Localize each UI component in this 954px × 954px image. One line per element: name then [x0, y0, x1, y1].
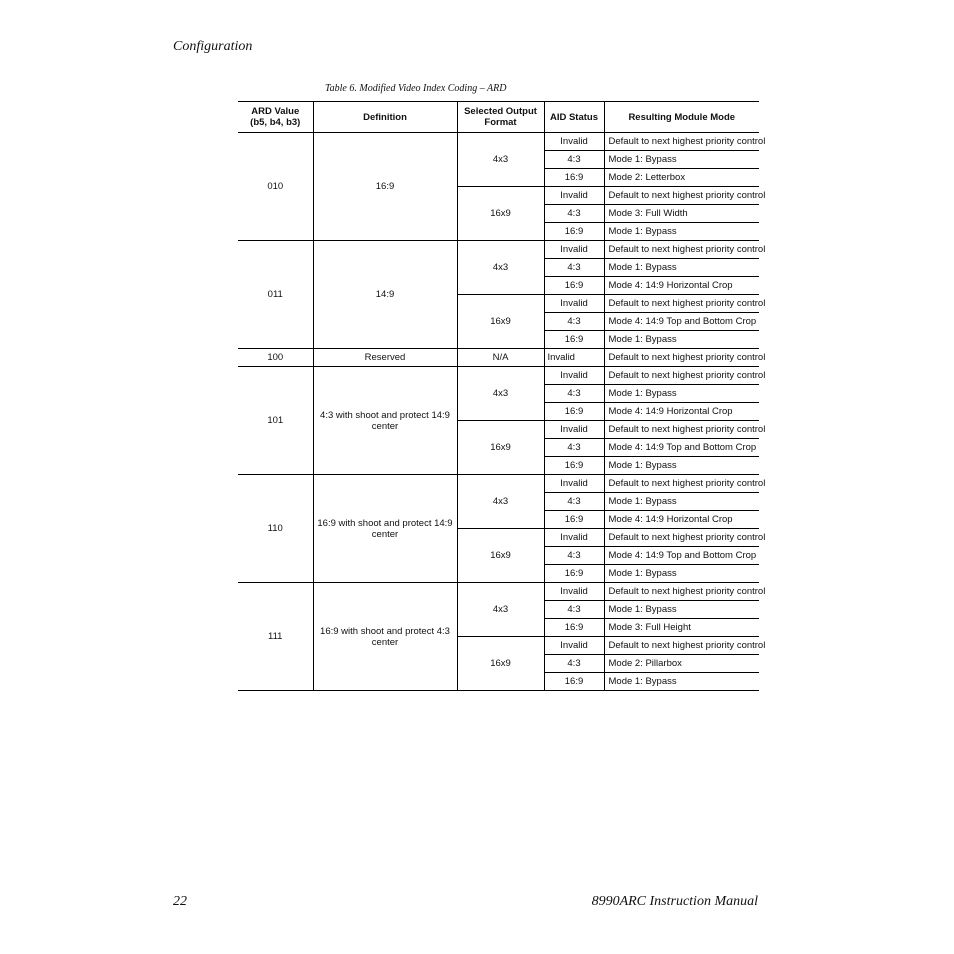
table-row — [238, 133, 759, 151]
aid-status-cell: 16:9 — [544, 511, 604, 529]
ard-value-cell: 101 — [238, 367, 313, 475]
ard-value-cell: 010 — [238, 133, 313, 241]
module-mode-cell: Mode 1: Bypass — [604, 151, 759, 169]
module-mode-cell: Mode 1: Bypass — [604, 493, 759, 511]
output-format-cell: 16x9 — [457, 295, 544, 349]
module-mode-cell: Default to next highest priority control — [604, 187, 759, 205]
module-mode-cell: Default to next highest priority control — [604, 475, 759, 493]
page-number: 22 — [173, 894, 187, 909]
output-format-cell: 4x3 — [457, 583, 544, 637]
aid-status-cell: Invalid — [544, 187, 604, 205]
ard-value-cell: 110 — [238, 475, 313, 583]
module-mode-cell: Mode 3: Full Width — [604, 205, 759, 223]
output-format-cell: 4x3 — [457, 241, 544, 295]
module-mode-cell: Default to next highest priority control — [604, 367, 759, 385]
aid-status-cell: 16:9 — [544, 673, 604, 691]
module-mode-cell: Mode 2: Letterbox — [604, 169, 759, 187]
aid-status-cell: 16:9 — [544, 457, 604, 475]
output-format-cell: 4x3 — [457, 475, 544, 529]
module-mode-cell: Default to next highest priority control — [604, 133, 759, 151]
ard-value-cell: 111 — [238, 583, 313, 691]
aid-status-cell: 4:3 — [544, 313, 604, 331]
aid-status-cell: Invalid — [544, 241, 604, 259]
output-format-cell: 16x9 — [457, 421, 544, 475]
output-format-cell: 16x9 — [457, 637, 544, 691]
table-header-row — [238, 102, 759, 133]
module-mode-cell: Mode 1: Bypass — [604, 331, 759, 349]
aid-status-cell: 16:9 — [544, 565, 604, 583]
aid-status-cell: 4:3 — [544, 601, 604, 619]
module-mode-cell: Mode 1: Bypass — [604, 565, 759, 583]
module-mode-cell: Default to next highest priority control — [604, 529, 759, 547]
aid-status-cell: 16:9 — [544, 169, 604, 187]
aid-status-cell: 16:9 — [544, 331, 604, 349]
aid-status-cell: 4:3 — [544, 493, 604, 511]
module-mode-cell: Mode 4: 14:9 Horizontal Crop — [604, 277, 759, 295]
aid-status-cell: Invalid — [544, 349, 604, 367]
module-mode-cell: Mode 2: Pillarbox — [604, 655, 759, 673]
column-header-resulting-module-mode: Resulting Module Mode — [604, 102, 759, 133]
column-header-definition: Definition — [313, 102, 457, 133]
output-format-cell: 4x3 — [457, 367, 544, 421]
ard-value-cell: 011 — [238, 241, 313, 349]
ard-coding-table — [238, 101, 766, 691]
aid-status-cell: Invalid — [544, 295, 604, 313]
running-header-section: Configuration — [173, 39, 253, 54]
module-mode-cell: Default to next highest priority control — [604, 421, 759, 439]
module-mode-cell: Mode 4: 14:9 Horizontal Crop — [604, 403, 759, 421]
table-row — [238, 349, 759, 367]
module-mode-cell: Default to next highest priority control — [604, 583, 759, 601]
module-mode-cell: Mode 4: 14:9 Top and Bottom Crop — [604, 439, 759, 457]
module-mode-cell: Mode 4: 14:9 Top and Bottom Crop — [604, 313, 759, 331]
module-mode-cell: Default to next highest priority control — [604, 349, 759, 367]
table-row — [238, 367, 759, 385]
aid-status-cell: 4:3 — [544, 151, 604, 169]
aid-status-cell: 4:3 — [544, 205, 604, 223]
aid-status-cell: Invalid — [544, 133, 604, 151]
table-row — [238, 475, 759, 493]
definition-cell: 16:9 — [313, 133, 457, 241]
aid-status-cell: 16:9 — [544, 277, 604, 295]
module-mode-cell: Mode 1: Bypass — [604, 385, 759, 403]
table-caption: Table 6. Modified Video Index Coding – ARD — [325, 83, 507, 94]
aid-status-cell: Invalid — [544, 583, 604, 601]
aid-status-cell: 4:3 — [544, 439, 604, 457]
module-mode-cell: Mode 1: Bypass — [604, 259, 759, 277]
module-mode-cell: Mode 1: Bypass — [604, 223, 759, 241]
definition-cell: 16:9 with shoot and protect 4:3 center — [313, 583, 457, 691]
manual-title: 8990ARC Instruction Manual — [591, 894, 758, 909]
module-mode-cell: Mode 1: Bypass — [604, 601, 759, 619]
aid-status-cell: 16:9 — [544, 403, 604, 421]
module-mode-cell: Mode 1: Bypass — [604, 457, 759, 475]
column-header-aid-status: AID Status — [544, 102, 604, 133]
output-format-cell: 4x3 — [457, 133, 544, 187]
aid-status-cell: Invalid — [544, 529, 604, 547]
column-header-ard-value: ARD Value (b5, b4, b3) — [238, 102, 313, 133]
module-mode-cell: Mode 4: 14:9 Top and Bottom Crop — [604, 547, 759, 565]
aid-status-cell: Invalid — [544, 475, 604, 493]
output-format-cell: 16x9 — [457, 187, 544, 241]
module-mode-cell: Default to next highest priority control — [604, 637, 759, 655]
module-mode-cell: Mode 1: Bypass — [604, 673, 759, 691]
table-row — [238, 241, 759, 259]
module-mode-cell: Mode 3: Full Height — [604, 619, 759, 637]
aid-status-cell: 4:3 — [544, 385, 604, 403]
aid-status-cell: 16:9 — [544, 223, 604, 241]
module-mode-cell: Default to next highest priority control — [604, 295, 759, 313]
definition-cell: 4:3 with shoot and protect 14:9 center — [313, 367, 457, 475]
aid-status-cell: 4:3 — [544, 655, 604, 673]
definition-cell: 16:9 with shoot and protect 14:9 center — [313, 475, 457, 583]
aid-status-cell: Invalid — [544, 367, 604, 385]
definition-cell: 14:9 — [313, 241, 457, 349]
aid-status-cell: Invalid — [544, 637, 604, 655]
aid-status-cell: 4:3 — [544, 547, 604, 565]
output-format-cell: N/A — [457, 349, 544, 367]
aid-status-cell: Invalid — [544, 421, 604, 439]
table-row — [238, 583, 759, 601]
table-body — [238, 133, 766, 691]
definition-cell: Reserved — [313, 349, 457, 367]
output-format-cell: 16x9 — [457, 529, 544, 583]
module-mode-cell: Mode 4: 14:9 Horizontal Crop — [604, 511, 759, 529]
module-mode-cell: Default to next highest priority control — [604, 241, 759, 259]
aid-status-cell: 4:3 — [544, 259, 604, 277]
aid-status-cell: 16:9 — [544, 619, 604, 637]
ard-value-cell: 100 — [238, 349, 313, 367]
column-header-selected-output-format: Selected Output Format — [457, 102, 544, 133]
